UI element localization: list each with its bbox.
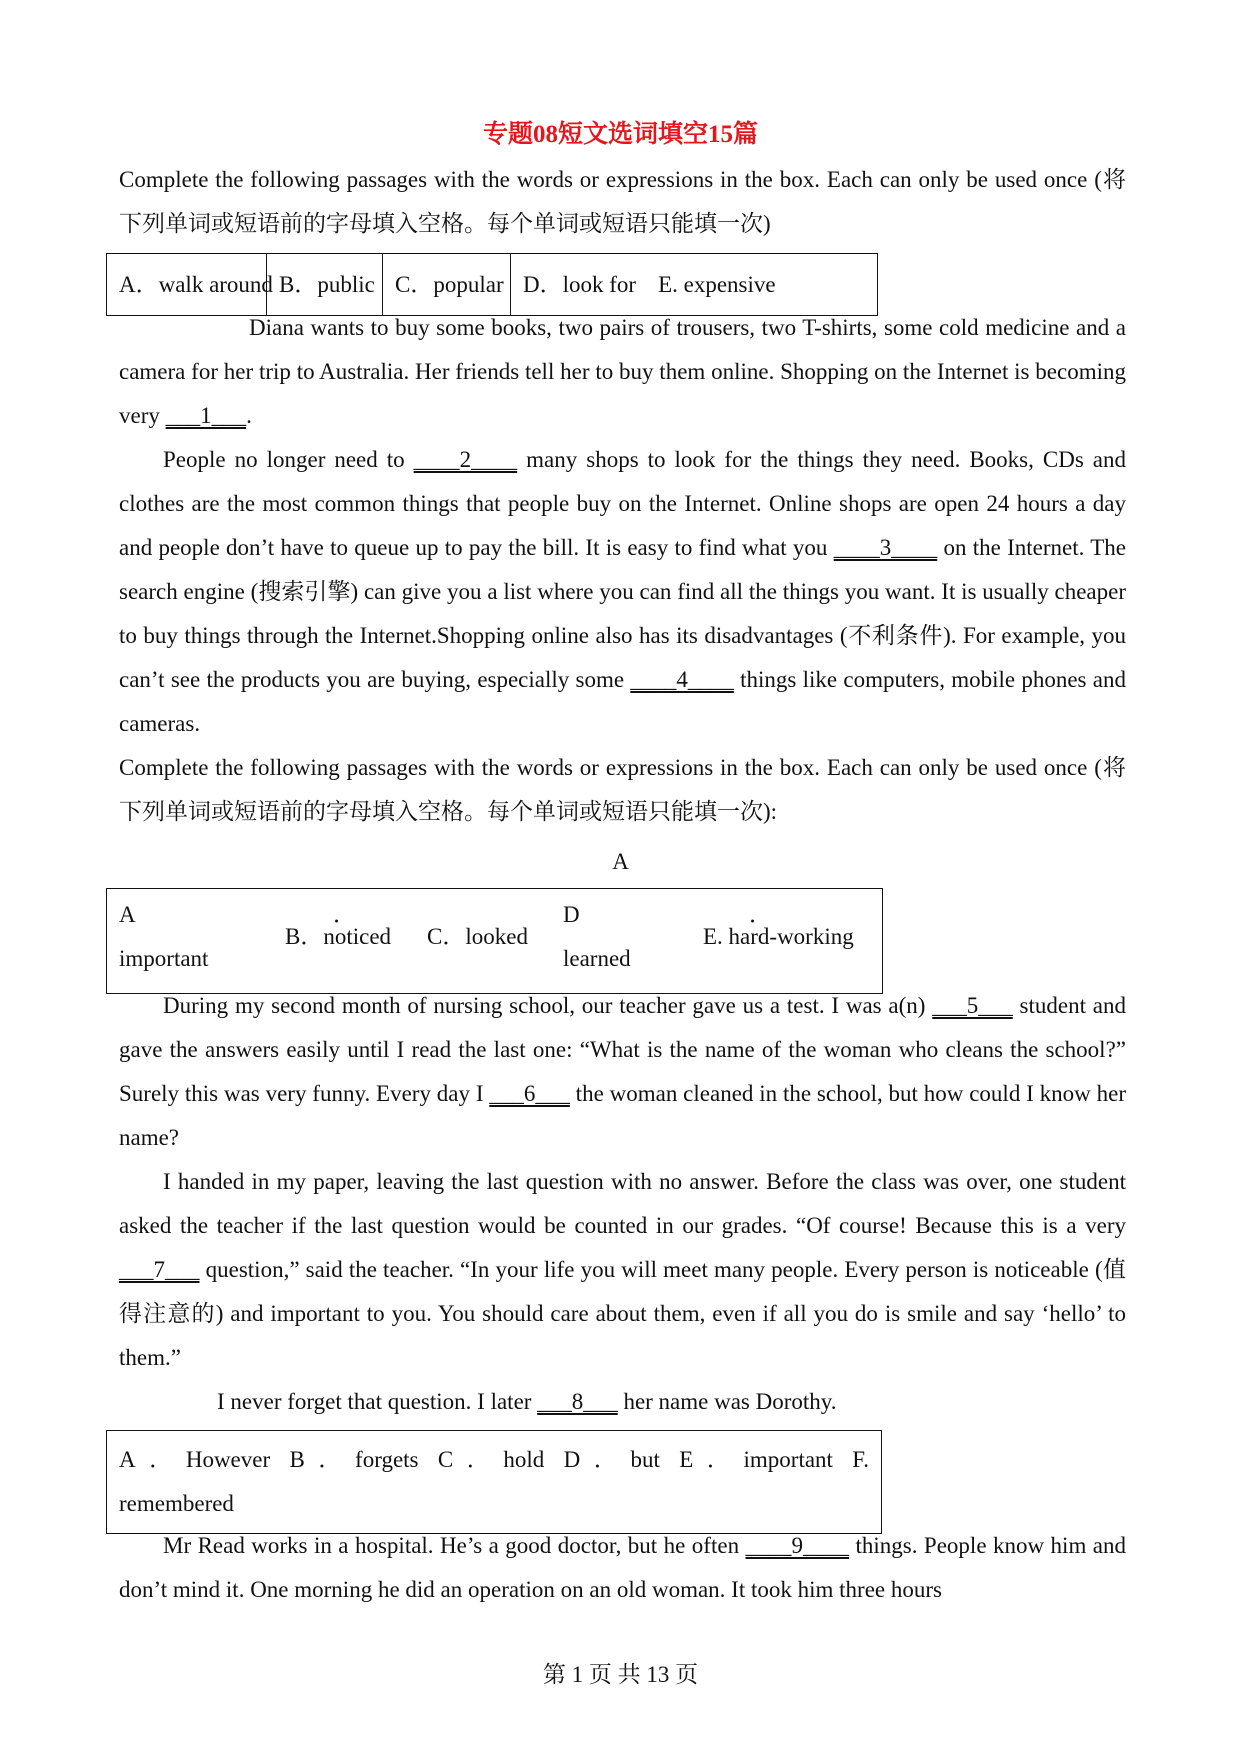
option-d-letter: D [563,902,580,927]
paragraph: Mr Read works in a hospital. He’s a good doctor, but he often ____9____ things. People know him and don’t mind it. One morning he did an operation on an old woman. It took him three hours [119,1533,1126,1602]
word-box-3 [106,1430,882,1534]
blank-2: ____2____ [413,447,518,472]
blank-4: ____4____ [630,667,734,692]
option-a-letter: A [119,902,136,927]
section1-passage [119,306,1126,834]
option-b: B．public [267,254,383,315]
paragraph: Diana wants to buy some books, two pairs of trousers, two T-shirts, some cold medicine and a camera for her trip to Australia. Her friends tell her to buy them online. Shopping on the Internet is becoming very ___1___. [119,315,1126,428]
section3-passage [119,1524,1126,1612]
blank-8: ___8___ [537,1389,618,1414]
option-e: E. hard-working [703,924,854,949]
page-footer: 第 1 页 共 13 页 [542,1662,699,1687]
word-box-2 [106,888,883,994]
paragraph: During my second month of nursing school, our teacher gave us a test. I was a(n) ___5___ student and gave the answers easily until I read the last one: “What is the name of the woman who cleans the school?” Surely this was very funny. Every day I ___6___ the woman cleaned in the school, but how could I know her name? [119,993,1127,1150]
passage-label: A [612,849,629,874]
page-title: 专题08短文选词填空15篇 [482,121,758,148]
option-a: A．walk around [107,254,267,315]
section2-instruction: Complete the following passages with the words or expressions in the box. Each can only be used once (将下列单词或短语前的字母填入空格。每个单词或短语只能填一次): [119,755,1126,824]
option-e: E. expensive [658,271,776,297]
options-line-2: remembered [119,1491,234,1516]
paragraph: I handed in my paper, leaving the last question with no answer. Before the class was over, one student asked the teacher if the last question would be counted in our grades. “Of course! Because this is a very ___7___ question,” said the teacher. “In your life you will meet many people. Every person is noticeable (值得注意的) and important to you. You should care about them, even if all you do is smile and say ‘hello’ to them.” [119,1169,1126,1370]
option-a-word: important [119,946,209,971]
blank-6: ___6___ [489,1081,570,1106]
blank-9: ____9____ [745,1533,850,1558]
paragraph: People no longer need to ____2____ many shops to look for the things they need. Books, CDs and clothes are the most common things that people buy on the Internet. Online shops are open 24 hours a day and people don’t have to queue up to pay the bill. It is easy to find what you ____3____ on the Internet. The search engine (搜索引擎) can give you a list where you can find all the things you want. It is usually cheaper to buy things through the Internet.Shopping online also has its disadvantages (不利条件). For example, you can’t see the products you are buying, especially some ____4____ things like computers, mobile phones and cameras. [119,447,1126,736]
option-d: D．look for [523,271,637,297]
option-c: C．popular [383,254,511,315]
option-a-dot: ． [333,902,356,927]
section2-passage [119,984,1126,1424]
option-d-word: learned [563,946,631,971]
blank-7: ___7___ [119,1257,200,1282]
options-line-1: A．However B．forgets C．hold D．but E．important F. [119,1447,869,1472]
paragraph: I never forget that question. I later ___8___ her name was Dorothy. [217,1389,837,1414]
blank-1: ___1___ [165,403,247,428]
section1-instruction: Complete the following passages with the words or expressions in the box. Each can only be used once (将下列单词或短语前的字母填入空格。每个单词或短语只能填一次) [119,167,1126,236]
blank-5: ___5___ [932,993,1013,1018]
blank-3: ____3____ [833,535,938,560]
option-c: C．looked [427,924,528,949]
option-d-dot: ． [749,902,772,927]
option-b: B．noticed [285,924,392,949]
